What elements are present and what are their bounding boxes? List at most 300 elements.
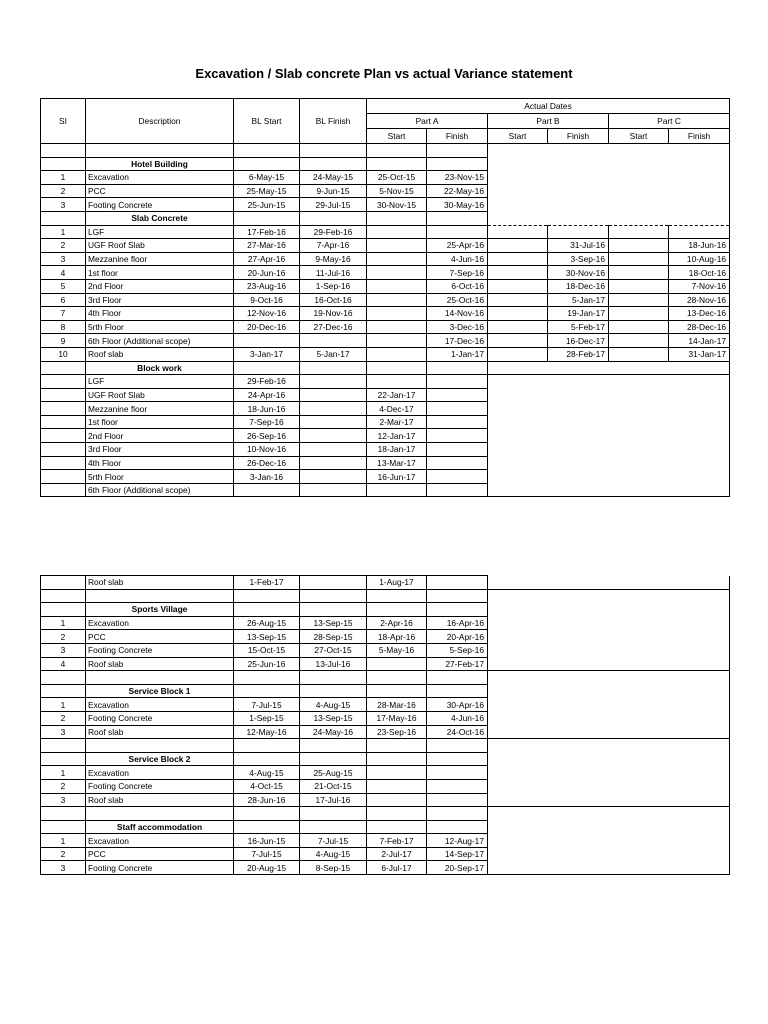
empty-cell (234, 144, 300, 158)
header-bl-finish: BL Finish (300, 99, 367, 144)
empty-cell (367, 157, 427, 171)
row-bl-finish (300, 576, 367, 590)
header-bl-start: BL Start (234, 99, 300, 144)
empty-cell (427, 752, 488, 766)
row-bl-start: 3-Jan-16 (234, 470, 300, 484)
row-bl-start: 20-Dec-16 (234, 320, 300, 334)
row-part-c-finish: 14-Jan-17 (669, 334, 730, 348)
empty-cell (488, 361, 730, 375)
empty-cell (488, 820, 730, 834)
row-description: LGF (86, 225, 234, 239)
row-description: Footing Concrete (86, 861, 234, 875)
empty-cell (488, 456, 730, 470)
row-bl-finish: 13-Sep-15 (300, 711, 367, 725)
row-bl-finish: 9-Jun-15 (300, 184, 367, 198)
row-bl-finish: 27-Oct-15 (300, 643, 367, 657)
row-description: UGF Roof Slab (86, 388, 234, 402)
empty-cell (86, 589, 234, 603)
row-part-a-finish (427, 793, 488, 807)
row-bl-finish (300, 334, 367, 348)
table-row (41, 711, 730, 725)
row-part-c-finish: 31-Jan-17 (669, 347, 730, 361)
empty-cell (488, 144, 730, 158)
row-part-c-finish: 7-Nov-16 (669, 279, 730, 293)
row-part-a-finish: 12-Aug-17 (427, 834, 488, 848)
empty-cell (300, 684, 367, 698)
row-part-b-finish: 18-Dec-16 (548, 279, 609, 293)
empty-cell (41, 361, 86, 375)
row-part-a-start (367, 307, 427, 321)
row-part-c-start (609, 293, 669, 307)
empty-cell (488, 684, 730, 698)
row-bl-finish: 7-Jul-15 (300, 834, 367, 848)
row-part-a-finish: 4-Jun-16 (427, 711, 488, 725)
row-part-b-start (488, 307, 548, 321)
empty-cell (488, 779, 730, 793)
empty-cell (488, 589, 730, 603)
row-si: 2 (41, 779, 86, 793)
row-part-a-finish (427, 483, 488, 497)
row-description: 3rd Floor (86, 293, 234, 307)
row-si: 2 (41, 711, 86, 725)
variance-table-page-2 (40, 575, 729, 875)
row-part-a-finish: 23-Nov-15 (427, 171, 488, 185)
row-part-a-finish: 6-Oct-16 (427, 279, 488, 293)
table-row (41, 388, 730, 402)
row-bl-finish: 29-Feb-16 (300, 225, 367, 239)
row-si (41, 429, 86, 443)
header-a-finish: Finish (427, 129, 488, 144)
row-description: 6th Floor (Additional scope) (86, 483, 234, 497)
row-part-a-start: 6-Jul-17 (367, 861, 427, 875)
empty-cell (300, 603, 367, 617)
row-si: 1 (41, 225, 86, 239)
row-bl-finish (300, 402, 367, 416)
row-part-a-finish: 14-Nov-16 (427, 307, 488, 321)
blank-row (41, 739, 730, 753)
table-row (41, 307, 730, 321)
row-part-a-finish: 20-Apr-16 (427, 630, 488, 644)
table-row (41, 225, 730, 239)
row-part-a-finish: 7-Sep-16 (427, 266, 488, 280)
row-part-a-finish: 22-May-16 (427, 184, 488, 198)
header-description: Description (86, 99, 234, 144)
empty-cell (41, 144, 86, 158)
row-part-a-finish: 3-Dec-16 (427, 320, 488, 334)
section-row (41, 361, 730, 375)
table-row (41, 252, 730, 266)
table-row (41, 320, 730, 334)
section-row (41, 211, 730, 225)
empty-cell (41, 807, 86, 821)
row-part-a-start (367, 334, 427, 348)
row-bl-start: 25-Jun-15 (234, 198, 300, 212)
empty-cell (367, 739, 427, 753)
empty-cell (488, 470, 730, 484)
section-title: Service Block 2 (86, 752, 234, 766)
row-part-c-start (609, 347, 669, 361)
table-row (41, 456, 730, 470)
row-si (41, 470, 86, 484)
row-description: Mezzanine floor (86, 402, 234, 416)
row-si: 3 (41, 198, 86, 212)
row-bl-start: 23-Aug-16 (234, 279, 300, 293)
empty-cell (488, 483, 730, 497)
table-row (41, 293, 730, 307)
row-description: 5rth Floor (86, 320, 234, 334)
row-bl-start: 7-Jul-15 (234, 698, 300, 712)
row-si: 5 (41, 279, 86, 293)
table-row (41, 643, 730, 657)
empty-cell (234, 684, 300, 698)
row-part-c-start (609, 225, 669, 239)
row-part-a-start (367, 347, 427, 361)
row-si (41, 415, 86, 429)
empty-cell (367, 684, 427, 698)
empty-cell (300, 671, 367, 685)
row-bl-start: 1-Sep-15 (234, 711, 300, 725)
row-bl-start: 27-Apr-16 (234, 252, 300, 266)
row-part-c-finish: 18-Jun-16 (669, 239, 730, 253)
table-row (41, 847, 730, 861)
empty-cell (488, 671, 730, 685)
blank-row (41, 144, 730, 158)
page-title: Excavation / Slab concrete Plan vs actual Variance statement (195, 66, 573, 81)
row-part-a-finish: 14-Sep-17 (427, 847, 488, 861)
row-bl-start: 12-Nov-16 (234, 307, 300, 321)
row-part-a-finish: 30-Apr-16 (427, 698, 488, 712)
row-description: Footing Concrete (86, 779, 234, 793)
row-bl-finish: 8-Sep-15 (300, 861, 367, 875)
row-bl-start: 28-Jun-16 (234, 793, 300, 807)
row-bl-start (234, 334, 300, 348)
row-description: UGF Roof Slab (86, 239, 234, 253)
blank-row (41, 807, 730, 821)
row-bl-finish: 9-May-16 (300, 252, 367, 266)
row-part-b-finish: 31-Jul-16 (548, 239, 609, 253)
empty-cell (427, 603, 488, 617)
row-part-a-start: 5-Nov-15 (367, 184, 427, 198)
row-part-a-start (367, 266, 427, 280)
empty-cell (367, 820, 427, 834)
empty-cell (488, 402, 730, 416)
row-bl-finish: 24-May-15 (300, 171, 367, 185)
row-description: PCC (86, 847, 234, 861)
table-row (41, 171, 730, 185)
row-part-a-finish: 4-Jun-16 (427, 252, 488, 266)
row-part-a-start: 2-Apr-16 (367, 616, 427, 630)
section-title: Staff accommodation (86, 820, 234, 834)
row-si: 6 (41, 293, 86, 307)
row-bl-start: 15-Oct-15 (234, 643, 300, 657)
row-description: Roof slab (86, 576, 234, 590)
section-row (41, 603, 730, 617)
table-row (41, 470, 730, 484)
row-part-b-start (488, 252, 548, 266)
empty-cell (300, 820, 367, 834)
row-bl-finish: 17-Jul-16 (300, 793, 367, 807)
table-row (41, 616, 730, 630)
empty-cell (427, 589, 488, 603)
empty-cell (488, 861, 730, 875)
row-part-b-start (488, 279, 548, 293)
table-row (41, 443, 730, 457)
row-description: Footing Concrete (86, 198, 234, 212)
empty-cell (300, 752, 367, 766)
row-bl-finish: 4-Aug-15 (300, 847, 367, 861)
row-part-a-finish (427, 443, 488, 457)
empty-cell (488, 443, 730, 457)
row-description: Excavation (86, 834, 234, 848)
row-si: 2 (41, 630, 86, 644)
table-row (41, 793, 730, 807)
empty-cell (234, 820, 300, 834)
empty-cell (427, 739, 488, 753)
row-part-c-start (609, 334, 669, 348)
table-row (41, 375, 730, 389)
empty-cell (427, 144, 488, 158)
row-part-b-start (488, 320, 548, 334)
empty-cell (488, 171, 730, 185)
row-part-a-start (367, 225, 427, 239)
empty-cell (427, 820, 488, 834)
empty-cell (488, 429, 730, 443)
row-part-a-finish (427, 470, 488, 484)
section-title: Slab Concrete (86, 211, 234, 225)
row-description: Excavation (86, 698, 234, 712)
row-si: 3 (41, 793, 86, 807)
row-si (41, 375, 86, 389)
table-row (41, 766, 730, 780)
row-part-c-start (609, 239, 669, 253)
empty-cell (300, 589, 367, 603)
row-si: 8 (41, 320, 86, 334)
empty-cell (488, 847, 730, 861)
row-bl-finish (300, 456, 367, 470)
row-part-a-start (367, 375, 427, 389)
row-description: Footing Concrete (86, 711, 234, 725)
row-part-c-start (609, 320, 669, 334)
row-part-b-finish: 16-Dec-17 (548, 334, 609, 348)
row-part-a-finish: 27-Feb-17 (427, 657, 488, 671)
row-part-b-start (488, 225, 548, 239)
row-bl-start: 25-May-15 (234, 184, 300, 198)
row-part-a-finish (427, 429, 488, 443)
empty-cell (234, 361, 300, 375)
row-part-a-finish: 30-May-16 (427, 198, 488, 212)
row-bl-finish (300, 375, 367, 389)
variance-table-continued (40, 575, 730, 875)
empty-cell (41, 671, 86, 685)
header-part-a: Part A (367, 114, 488, 129)
row-si: 1 (41, 171, 86, 185)
empty-cell (234, 211, 300, 225)
row-bl-start: 13-Sep-15 (234, 630, 300, 644)
empty-cell (488, 630, 730, 644)
row-part-a-start: 17-May-16 (367, 711, 427, 725)
row-bl-finish: 13-Jul-16 (300, 657, 367, 671)
row-part-a-finish: 5-Sep-16 (427, 643, 488, 657)
table-row (41, 834, 730, 848)
row-part-b-finish: 19-Jan-17 (548, 307, 609, 321)
row-si: 2 (41, 847, 86, 861)
section-row (41, 752, 730, 766)
header-c-start: Start (609, 129, 669, 144)
row-part-b-start (488, 293, 548, 307)
empty-cell (367, 589, 427, 603)
row-description: Excavation (86, 766, 234, 780)
empty-cell (300, 144, 367, 158)
row-part-a-start (367, 793, 427, 807)
row-si: 1 (41, 698, 86, 712)
row-part-a-finish (427, 402, 488, 416)
row-part-b-start (488, 266, 548, 280)
row-part-a-finish (427, 415, 488, 429)
empty-cell (234, 157, 300, 171)
row-bl-finish: 25-Aug-15 (300, 766, 367, 780)
row-bl-finish: 11-Jul-16 (300, 266, 367, 280)
row-part-a-start: 18-Jan-17 (367, 443, 427, 457)
row-description: Excavation (86, 616, 234, 630)
row-bl-start: 4-Oct-15 (234, 779, 300, 793)
row-bl-start: 24-Apr-16 (234, 388, 300, 402)
row-bl-start (234, 483, 300, 497)
row-si: 4 (41, 657, 86, 671)
row-description: 4th Floor (86, 456, 234, 470)
table-row (41, 334, 730, 348)
row-part-a-start: 23-Sep-16 (367, 725, 427, 739)
row-part-a-start: 2-Jul-17 (367, 847, 427, 861)
header-a-start: Start (367, 129, 427, 144)
row-si: 2 (41, 239, 86, 253)
variance-table (40, 98, 730, 497)
empty-cell (488, 184, 730, 198)
row-si: 1 (41, 616, 86, 630)
row-part-a-finish (427, 375, 488, 389)
row-description: Footing Concrete (86, 643, 234, 657)
row-bl-start: 1-Feb-17 (234, 576, 300, 590)
empty-cell (367, 752, 427, 766)
row-bl-finish: 7-Apr-16 (300, 239, 367, 253)
empty-cell (300, 157, 367, 171)
row-description: 6th Floor (Additional scope) (86, 334, 234, 348)
empty-cell (427, 211, 488, 225)
row-si (41, 388, 86, 402)
row-part-a-start: 16-Jun-17 (367, 470, 427, 484)
row-bl-start: 7-Sep-16 (234, 415, 300, 429)
row-si: 3 (41, 643, 86, 657)
table-row (41, 630, 730, 644)
row-si: 10 (41, 347, 86, 361)
row-part-b-finish (548, 225, 609, 239)
row-si: 9 (41, 334, 86, 348)
row-bl-start: 16-Jun-15 (234, 834, 300, 848)
empty-cell (300, 807, 367, 821)
row-bl-finish: 29-Jul-15 (300, 198, 367, 212)
empty-cell (367, 361, 427, 375)
table-row (41, 198, 730, 212)
row-part-a-start (367, 293, 427, 307)
empty-cell (488, 415, 730, 429)
row-si (41, 576, 86, 590)
row-bl-start: 7-Jul-15 (234, 847, 300, 861)
row-part-c-finish: 13-Dec-16 (669, 307, 730, 321)
row-part-a-start (367, 483, 427, 497)
row-description: PCC (86, 630, 234, 644)
row-si: 2 (41, 184, 86, 198)
row-part-a-start (367, 779, 427, 793)
empty-cell (41, 211, 86, 225)
row-part-c-start (609, 279, 669, 293)
empty-cell (488, 603, 730, 617)
row-bl-start: 6-May-15 (234, 171, 300, 185)
row-description: 2nd Floor (86, 429, 234, 443)
row-bl-start: 17-Feb-16 (234, 225, 300, 239)
row-description: 3rd Floor (86, 443, 234, 457)
row-part-a-start: 1-Aug-17 (367, 576, 427, 590)
row-part-a-start: 5-May-16 (367, 643, 427, 657)
empty-cell (488, 793, 730, 807)
row-si (41, 456, 86, 470)
row-si: 7 (41, 307, 86, 321)
table-row (41, 347, 730, 361)
header-actual-dates: Actual Dates (367, 99, 730, 114)
empty-cell (234, 807, 300, 821)
row-part-a-start (367, 320, 427, 334)
empty-cell (41, 157, 86, 171)
table-row (41, 576, 730, 590)
row-bl-start: 18-Jun-16 (234, 402, 300, 416)
row-part-b-finish: 5-Feb-17 (548, 320, 609, 334)
row-bl-start: 25-Jun-16 (234, 657, 300, 671)
row-part-a-start: 2-Mar-17 (367, 415, 427, 429)
row-si: 4 (41, 266, 86, 280)
row-bl-finish: 24-May-16 (300, 725, 367, 739)
empty-cell (234, 739, 300, 753)
table-row (41, 657, 730, 671)
row-part-a-start: 22-Jan-17 (367, 388, 427, 402)
row-part-c-finish: 18-Oct-16 (669, 266, 730, 280)
row-description: LGF (86, 375, 234, 389)
blank-row (41, 671, 730, 685)
row-part-a-start: 12-Jan-17 (367, 429, 427, 443)
row-part-a-finish (427, 225, 488, 239)
empty-cell (41, 752, 86, 766)
empty-cell (300, 739, 367, 753)
empty-cell (234, 752, 300, 766)
empty-cell (488, 807, 730, 821)
row-part-b-finish: 28-Feb-17 (548, 347, 609, 361)
empty-cell (488, 576, 730, 590)
section-title: Sports Village (86, 603, 234, 617)
row-part-c-start (609, 307, 669, 321)
table-row (41, 861, 730, 875)
empty-cell (367, 211, 427, 225)
row-part-a-start: 18-Apr-16 (367, 630, 427, 644)
row-part-b-start (488, 347, 548, 361)
row-si: 3 (41, 861, 86, 875)
section-title: Service Block 1 (86, 684, 234, 698)
empty-cell (488, 698, 730, 712)
row-part-a-finish: 25-Apr-16 (427, 239, 488, 253)
row-si: 3 (41, 252, 86, 266)
header-part-c: Part C (609, 114, 730, 129)
row-description: Mezzanine floor (86, 252, 234, 266)
row-bl-finish (300, 443, 367, 457)
row-part-a-start (367, 657, 427, 671)
row-part-a-start: 13-Mar-17 (367, 456, 427, 470)
empty-cell (488, 711, 730, 725)
